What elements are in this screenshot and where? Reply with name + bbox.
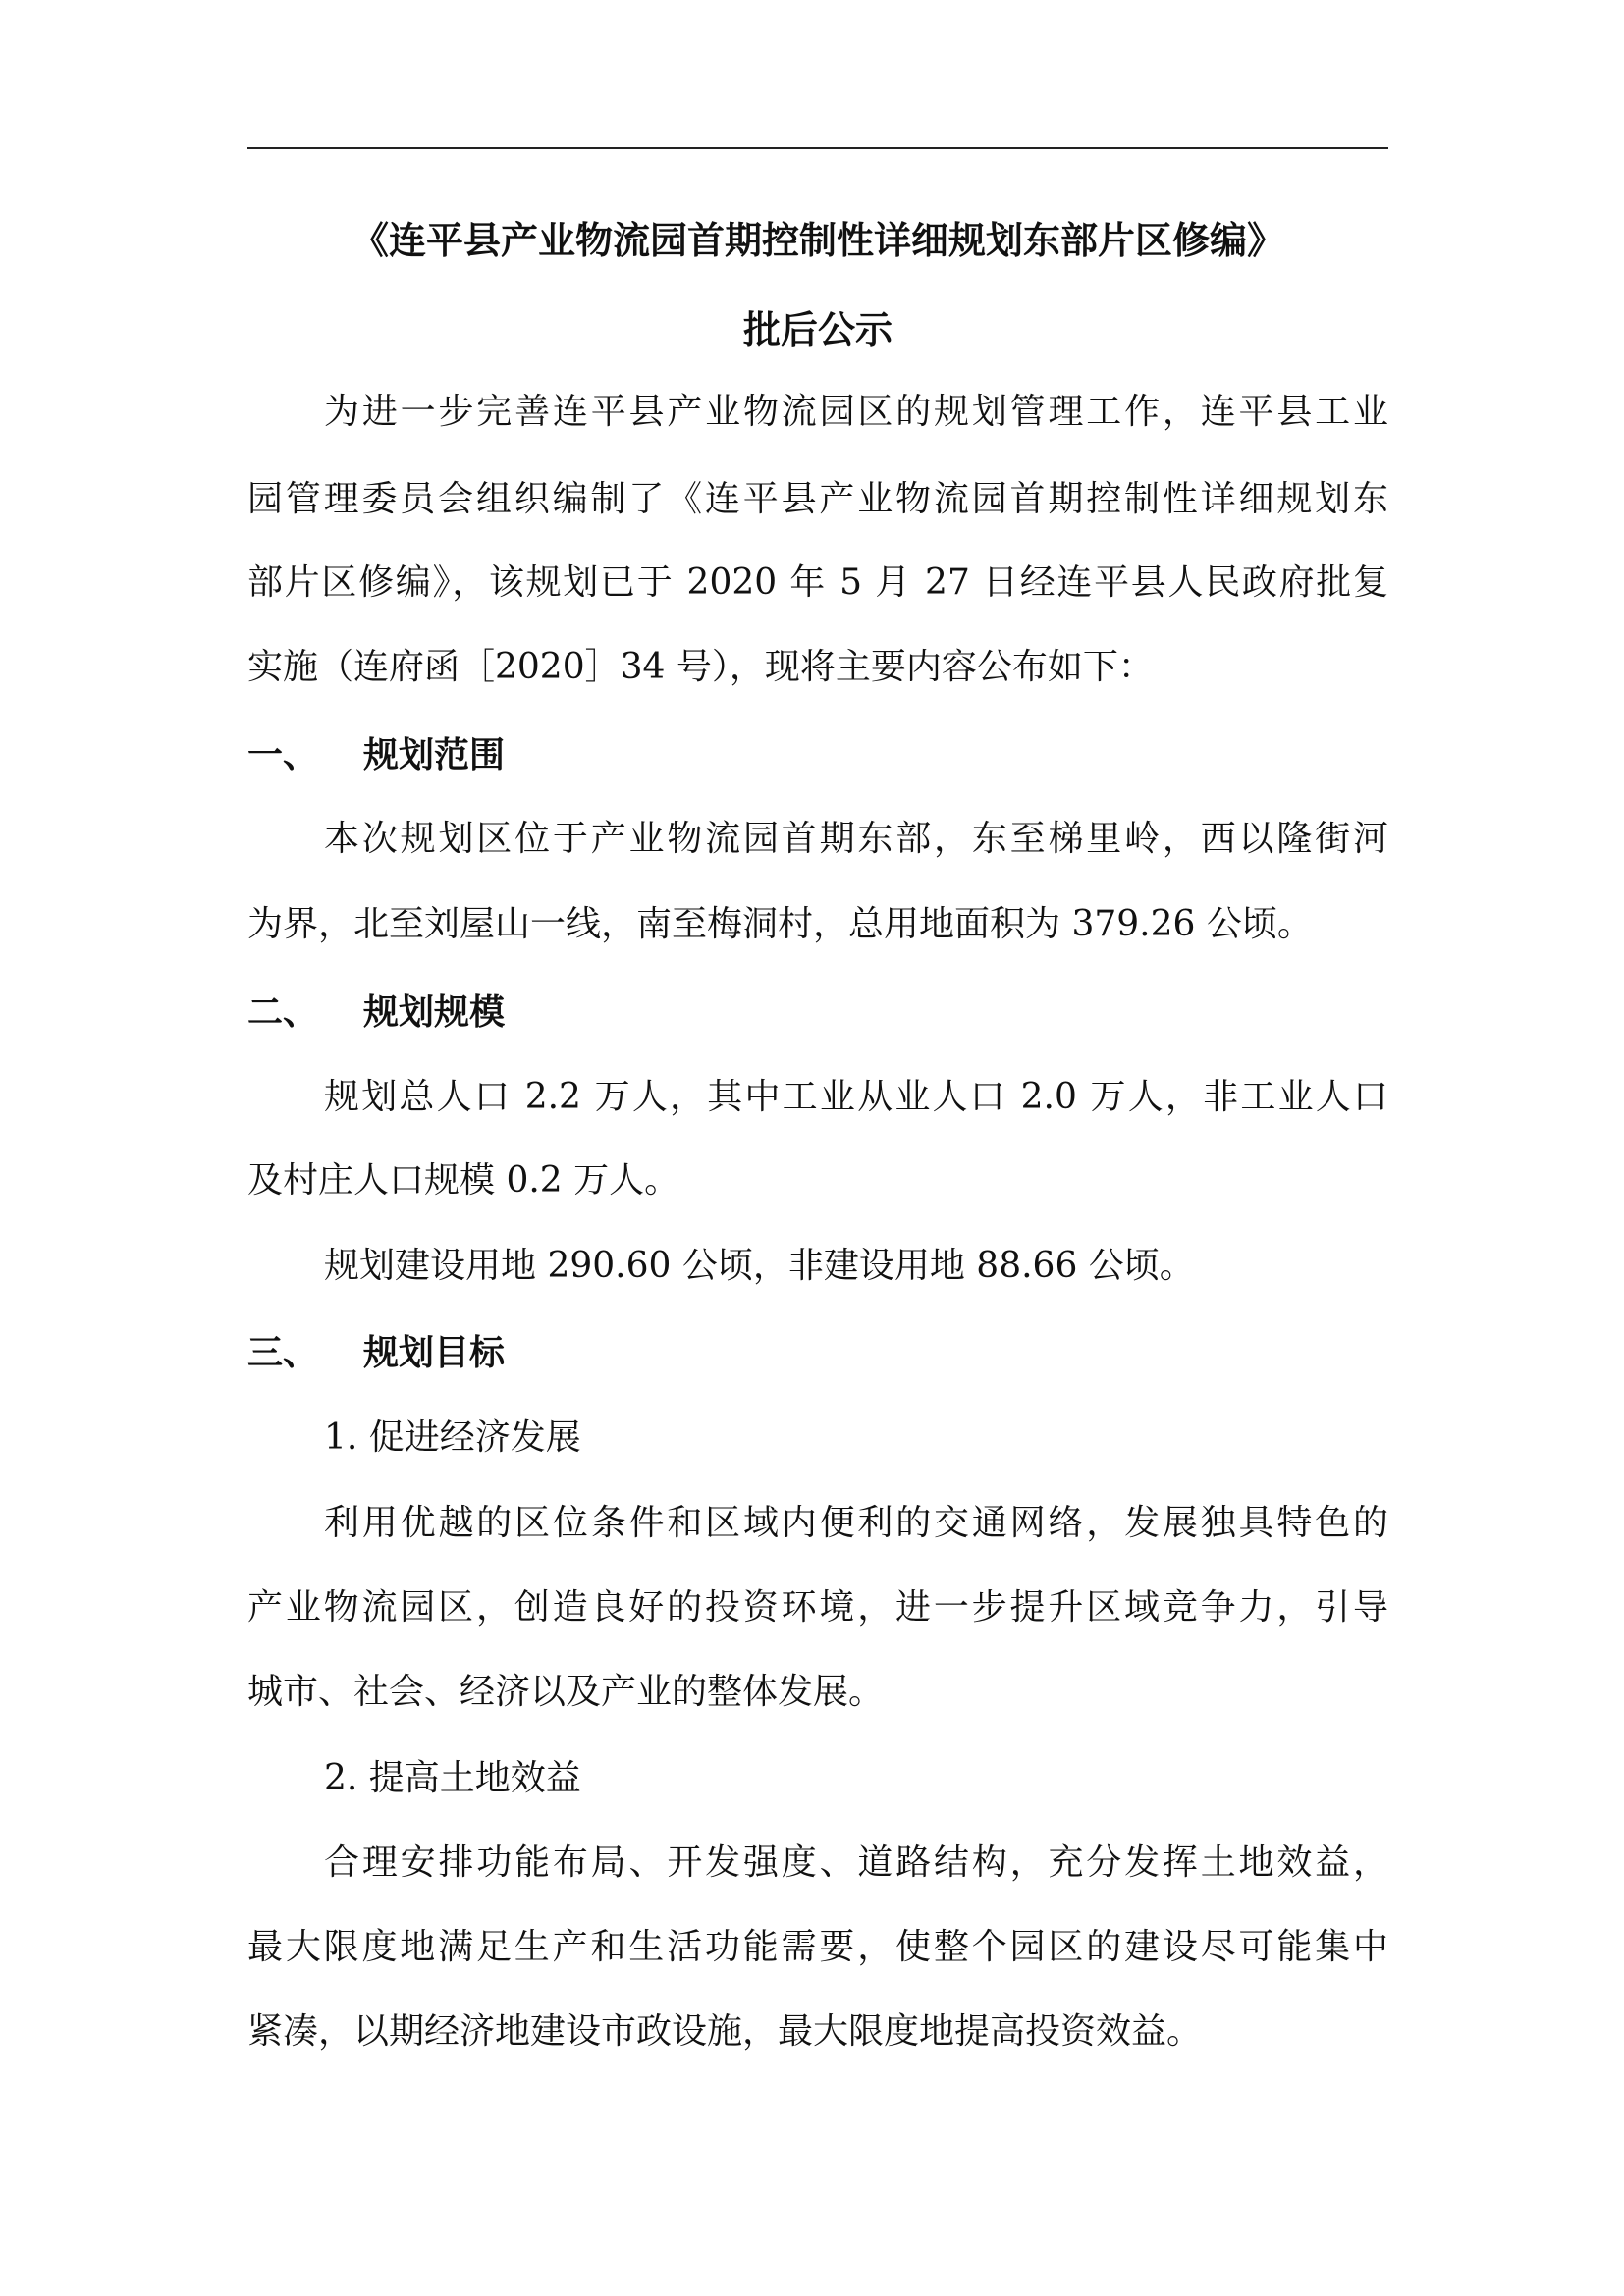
header-rule: [247, 147, 1388, 149]
intro-line-3: 部片区修编》，该规划已于 2020 年 5 月 27 日经连平县人民政府批复: [247, 562, 1388, 603]
section-1-number: 一、: [247, 735, 319, 775]
section-3-sub-2-heading: 2. 提高土地效益: [324, 1758, 581, 1798]
section-3-sub-2-line-3: 紧凑，以期经济地建设市政设施，最大限度地提高投资效益。: [247, 2011, 1203, 2052]
section-3-sub-1-line-2: 产业物流园区，创造良好的投资环境，进一步提升区域竞争力，引导: [247, 1587, 1388, 1628]
section-3-sub-2-line-1: 合理安排功能布局、开发强度、道路结构，充分发挥土地效益，: [324, 1842, 1388, 1883]
intro-line-1: 为进一步完善连平县产业物流园区的规划管理工作，连平县工业: [324, 392, 1388, 432]
section-1-title: 规划范围: [363, 735, 506, 775]
section-1-heading: [247, 728, 505, 783]
section-3-heading: [247, 1326, 505, 1381]
intro-line-4: 实施（连府函［2020］34 号），现将主要内容公布如下：: [247, 647, 1154, 687]
section-2-line-1: 规划总人口 2.2 万人，其中工业从业人口 2.0 万人，非工业人口: [324, 1077, 1388, 1117]
section-3-sub-1-line-1: 利用优越的区位条件和区域内便利的交通网络，发展独具特色的: [324, 1503, 1388, 1543]
document-title: 《连平县产业物流园首期控制性详细规划东部片区修编》: [351, 219, 1284, 262]
section-2-line-3: 规划建设用地 290.60 公顷，非建设用地 88.66 公顷。: [324, 1246, 1195, 1286]
section-3-sub-2-line-2: 最大限度地满足生产和生活功能需要，使整个园区的建设尽可能集中: [247, 1927, 1388, 1967]
section-3-number: 三、: [247, 1333, 319, 1373]
section-2-heading: [247, 986, 505, 1041]
section-2-title: 规划规模: [363, 992, 506, 1033]
section-1-line-1: 本次规划区位于产业物流园首期东部，东至梯里岭，西以隆街河: [324, 819, 1388, 859]
document-subtitle: 批后公示: [742, 308, 893, 351]
section-3-title: 规划目标: [363, 1333, 506, 1373]
section-3-sub-1-heading: 1. 促进经济发展: [324, 1417, 581, 1458]
section-3-sub-1-line-3: 城市、社会、经济以及产业的整体发展。: [247, 1672, 885, 1712]
intro-line-2: 园管理委员会组织编制了《连平县产业物流园首期控制性详细规划东: [247, 479, 1388, 519]
section-2-number: 二、: [247, 992, 319, 1033]
section-2-line-2: 及村庄人口规模 0.2 万人。: [247, 1160, 680, 1201]
section-1-line-2: 为界，北至刘屋山一线，南至梅洞村，总用地面积为 379.26 公顷。: [247, 904, 1313, 944]
